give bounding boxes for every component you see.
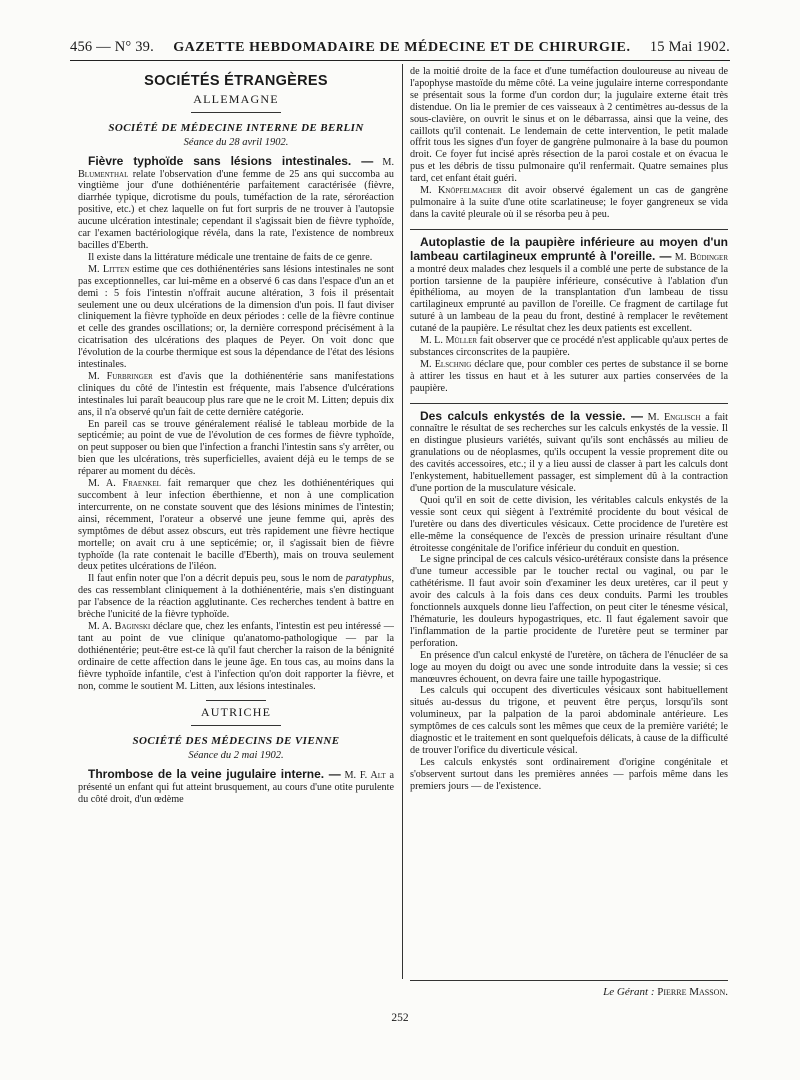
paragraph-furbringer bbox=[78, 371, 394, 419]
author-name: M. Furbringer bbox=[88, 370, 153, 382]
paragraph-text: déclare que, chez les enfants, l'intestin est peu intéressé — tant au point de vue clinique qu'anatomo-pathologique — par la dothiénentérie; peut-être est-ce là qu'il faut chercher la raison de la bénignité ordinaire de cette affection dans le jeune âge. En tous cas, au moins dans la fièvre typhoïde infantile, c'est à l'infection qu'on doit rapporter la fièvre, et non, comme le soutient M. Litten, aux lésions intestinales. bbox=[78, 620, 394, 692]
article-heading: Thrombose de la veine jugulaire interne. — bbox=[88, 767, 341, 782]
header-rule bbox=[70, 60, 730, 61]
article-calculs bbox=[410, 410, 728, 495]
author-name: M. Elschnig bbox=[420, 358, 472, 370]
paragraph-text: fait observer que ce procédé n'est applicable qu'aux pertes de substances circonscrites de la paupière. bbox=[410, 335, 729, 358]
paragraph-text: a fait connaître le résultat de ses recherches sur les calculs enkystés de la vessie. Il en distingue plusieurs variétés, suivant qu'ils sont enchâssés au milieu de granulations ou de néoplasmes, qu'ils occupent la vessie proprement dite ou des cavités accessoires, etc.; il y a lieu aussi de classer à part les calculs dont l'enkystement, habituellement passager, est simplement dû à la contraction d'une portion de la musculature vésicale. bbox=[410, 411, 728, 494]
section-rule bbox=[410, 403, 728, 404]
paragraph-text: a montré deux malades chez lesquels il a comblé une perte de substance de la portion tarsienne de la paupière inférieure, consécutive à l'ablation d'un épithélioma, au moyen de la transplantation d'un lambeau de tissu cartilagineux emprunté au pavillon de l'oreille. Ce fragment de cartilage fut suturé à un lambeau de la peau du front, destiné à remplacer le revêtement cutané de la paupière. Le résultat chez les deux patients est excellent. bbox=[410, 263, 728, 335]
paragraph-text: déclare que, pour combler ces pertes de substance il se borne à attirer les tissus en haut et à les suturer aux parties conservées de la paupière. bbox=[410, 358, 728, 394]
column-divider bbox=[402, 64, 403, 979]
paragraph-fraenkel bbox=[78, 478, 394, 573]
paragraph-text: est d'avis que la dothiénentérie sans manifestations cliniques du côté de l'intestin est fréquente, mais l'absence d'ulcérations intestinales lui paraît beaucoup plus rare que ne le croit M. Litten; depuis dix ans, il n'a observé qu'un fait de cette dernière catégorie. bbox=[78, 370, 394, 418]
seance-date-vienne: Séance du 2 mai 1902. bbox=[188, 750, 284, 762]
article-thrombose bbox=[78, 768, 394, 806]
gerant-line bbox=[410, 986, 728, 998]
gerant-label: Le Gérant : bbox=[603, 986, 655, 998]
issue-date: 15 Mai 1902. bbox=[649, 39, 730, 55]
paragraph-text: dit avoir observé également un cas de gangrène pulmonaire à la suite d'une otite scarlatineuse; le foyer gangreneux se vida dans la cavité pleurale où il se résorba peu à peu. bbox=[410, 185, 729, 220]
journal-title: GAZETTE HEBDOMADAIRE DE MÉDECINE ET DE CHIRURGIE. bbox=[173, 40, 631, 55]
seance-date-berlin: Séance du 28 avril 1902. bbox=[183, 136, 289, 148]
paragraph-text: relate l'observation d'une femme de 25 ans qui succomba au vingtième jour d'une dothiénentérie parfaitement caractérisée (fièvre, diarrhée typique, dicrotisme du pouls, tuméfaction de la rate, séroréaction positive, etc.) et chez laquelle on fut fort surpris de ne trouver à l'autopsie aucune ulcération intestinale; cependant il s'agissait bien de fièvre typhoïde, car l'examen bactériologique révéla, dans la rate, l'existence de nombreux bacilles d'Eberth. bbox=[78, 168, 394, 251]
running-header bbox=[70, 34, 730, 56]
society-heading-vienne: SOCIÉTÉ DES MÉDECINS DE VIENNE bbox=[132, 735, 340, 748]
society-heading-berlin: SOCIÉTÉ DE MÉDECINE INTERNE DE BERLIN bbox=[108, 121, 364, 134]
country-rule bbox=[191, 725, 281, 726]
paragraph: En pareil cas se trouve généralement réalisé le tableau morbide de la septicémie; au point de vue de l'évolution de ces formes de fièvre typhoïde, on peut supposer ou bien que l'infection a franchi l'intestin sans s'y arrêter, ou bien que les ulcérations, très superficielles, avaient déjà eu le temps de se réparer au moment du décès. bbox=[78, 418, 394, 478]
author-name: M. Büdinger bbox=[674, 251, 728, 263]
page-number: 456 — N° 39. bbox=[70, 39, 154, 55]
section-rule bbox=[206, 700, 266, 701]
author-name: M. Blumenthal bbox=[78, 156, 394, 180]
paragraph: En présence d'un calcul enkysté de l'uretère, on tâchera de l'énucléer de sa loge au moyen du doigt ou avec une sonde introduite dans la vessie; si ces manœuvres échouent, on devra faire une taille hypogastrique. bbox=[410, 649, 728, 685]
author-name: M. A. Fraenkel bbox=[88, 478, 161, 490]
paragraph-text: fait remarquer que chez les dothiénentériques qui succombent à leur infection éberthienne, et non à une complication intercurrente, on ne constate souvent que des lésions minimes de l'intestin; ainsi, récemment, l'orateur a observé une jeune femme qui, après des symptômes de début assez obscurs, eut très rapidement une fièvre hectique mortelle; on avait cru à une septicémie; or, il s'agissait bien de fièvre typhoïde (la rate contenait le bacille d'Eberth), mais on trouva seulement deux petites ulcérations de l'iléon. bbox=[78, 478, 394, 573]
paragraph-text: Il faut enfin noter que l'on a décrit depuis peu, sous le nom de bbox=[88, 573, 343, 585]
paragraph: Quoi qu'il en soit de cette division, les véritables calculs enkystés de la vessie sont ceux qui siègent à l'extrémité procidente du bout vésical de l'uretère ou dans des diverticules vésicaux. Cette procidence de l'uretère est elle-même la conséquence de l'excès de pression urinaire résultant d'une étroitesse congénitale de l'orifice inférieur du conduit en question. bbox=[410, 494, 728, 554]
article-heading: Autoplastie de la paupière inférieure au moyen d'un lambeau cartilagineux emprunté à l'oreille. — bbox=[410, 234, 728, 263]
author-name: M. L. Müller bbox=[420, 335, 478, 347]
section-rule bbox=[410, 229, 728, 230]
author-name: M. A. Baginski bbox=[88, 620, 151, 632]
article-autoplastie bbox=[410, 236, 728, 335]
paragraph: Il existe dans la littérature médicale une trentaine de faits de ce genre. bbox=[88, 251, 373, 263]
country-heading-autriche: AUTRICHE bbox=[200, 705, 272, 720]
italic-term: paratyphus bbox=[345, 573, 392, 585]
article-fievre-typhoide bbox=[78, 155, 394, 252]
gerant-name: Pierre Masson. bbox=[657, 986, 728, 998]
folio-number: 252 bbox=[391, 1012, 409, 1024]
author-name: M. Litten bbox=[88, 263, 130, 275]
paragraph-text: a présenté un enfant qui fut atteint brusquement, au cours d'une otite purulente du côté droit, d'un œdème bbox=[78, 770, 394, 805]
article-heading: Des calculs enkystés de la vessie. — bbox=[420, 408, 643, 423]
section-title: SOCIÉTÉS ÉTRANGÈRES bbox=[144, 73, 328, 89]
country-rule bbox=[191, 112, 281, 113]
paragraph-paratyphus bbox=[78, 573, 394, 621]
paragraph-baginski bbox=[78, 621, 394, 692]
paragraph: Le signe principal de ces calculs vésico-urétéraux consiste dans la présence d'une tumeur accessible par le toucher rectal ou vaginal, ou par le cathétérisme. Il faut avoir soin d'examiner les deux uretères, car il peut y avoir des calculs à la fois dans ces deux conduits. Parmi les troubles fonctionnels auxquels donne lieu l'affection, on peut citer le ténesme vésical, l'hématurie, les douleurs hypogastriques, etc. Il faut également savoir que l'inflammation de la partie procidente de l'uretère peut se terminer par perforation. bbox=[410, 554, 728, 649]
paragraph: Les calculs qui occupent des diverticules vésicaux sont habituellement situés au-dessus du trigone, et peuvent être perçus, lorsqu'ils sont volumineux, par la palpation de la paroi abdominale antérieure. Les symptômes de ces calculs sont les mêmes que ceux de la première variété; le diagnostic et le traitement en sont quelquefois délicats, à cause de la difficulté de trouver l'orifice du diverticule vésical. bbox=[410, 685, 728, 756]
paragraph-litten bbox=[78, 264, 394, 371]
left-column bbox=[78, 66, 394, 806]
paragraph-elschnig bbox=[410, 359, 728, 395]
author-name: M. F. Alt bbox=[344, 770, 386, 782]
country-heading-allemagne: ALLEMAGNE bbox=[193, 91, 279, 106]
paragraph: Les calculs enkystés sont ordinairement d'origine congénitale et s'observent surtout dans les premières années — parfois même dans les premiers jours — de l'existence. bbox=[410, 756, 728, 792]
article-heading: Fièvre typhoïde sans lésions intestinales. — bbox=[88, 153, 374, 168]
footer-rule bbox=[410, 980, 728, 981]
paragraph-muller bbox=[410, 335, 728, 359]
paragraph-text: estime que ces dothiénentéries sans lésions intestinales ne sont pas exceptionnelles, car lui-même en a observé 6 cas dans l'espace d'un an et demi : 5 fois l'intestin n'offrait aucune altération, 3 fois il présentait seulement une ou deux ulcérations de la dimension d'un pois. Il faut diviser cliniquement la fièvre typhoïde en deux périodes : celle de la fièvre continue et celle des grandes oscillations; or, la dernière correspond précisément à la cicatrisation des ulcérations des plaques de Peyer. On voit donc que l'évolution de la courbe thermique est sous la dépendance de l'état des lésions intestinales. bbox=[78, 263, 394, 371]
paragraph-knopfelmacher bbox=[410, 185, 728, 221]
paragraph-text: , des cas ressemblant cliniquement à la dothiénentérie, mais s'en distinguant par l'absence de la réaction agglutinante. Ces recherches tendent à battre en brèche l'unicité de la fièvre typhoïde. bbox=[78, 573, 394, 621]
right-column bbox=[410, 66, 728, 793]
author-name: M. Englisch bbox=[647, 411, 701, 423]
paragraph-continued: de la moitié droite de la face et d'une tuméfaction douloureuse au niveau de l'apophyse mastoïde du même côté. La veine jugulaire interne correspondante se présentait sous la forme d'un cordon dur; la jugulaire externe était très distendue. On lia le premier de ces vaisseaux à 2 centimètres au-dessus de la sous-clavière, on ouvrit le sinus et on le débarrassa, ainsi que la veine, des caillots qu'il contenait. Le lendemain de cette intervention, le petit malade offrit tous les signes d'un foyer de gangrène pulmonaire à la base du poumon droit. Ce foyer fut incisé après résection de la paroi costale et on évacua le pus et les débris de tissu pulmonaire qu'il renfermait. Quatre semaines plus tard, cet enfant était guéri. bbox=[410, 66, 728, 185]
author-name: M. Knöpfelmacher bbox=[420, 185, 502, 197]
